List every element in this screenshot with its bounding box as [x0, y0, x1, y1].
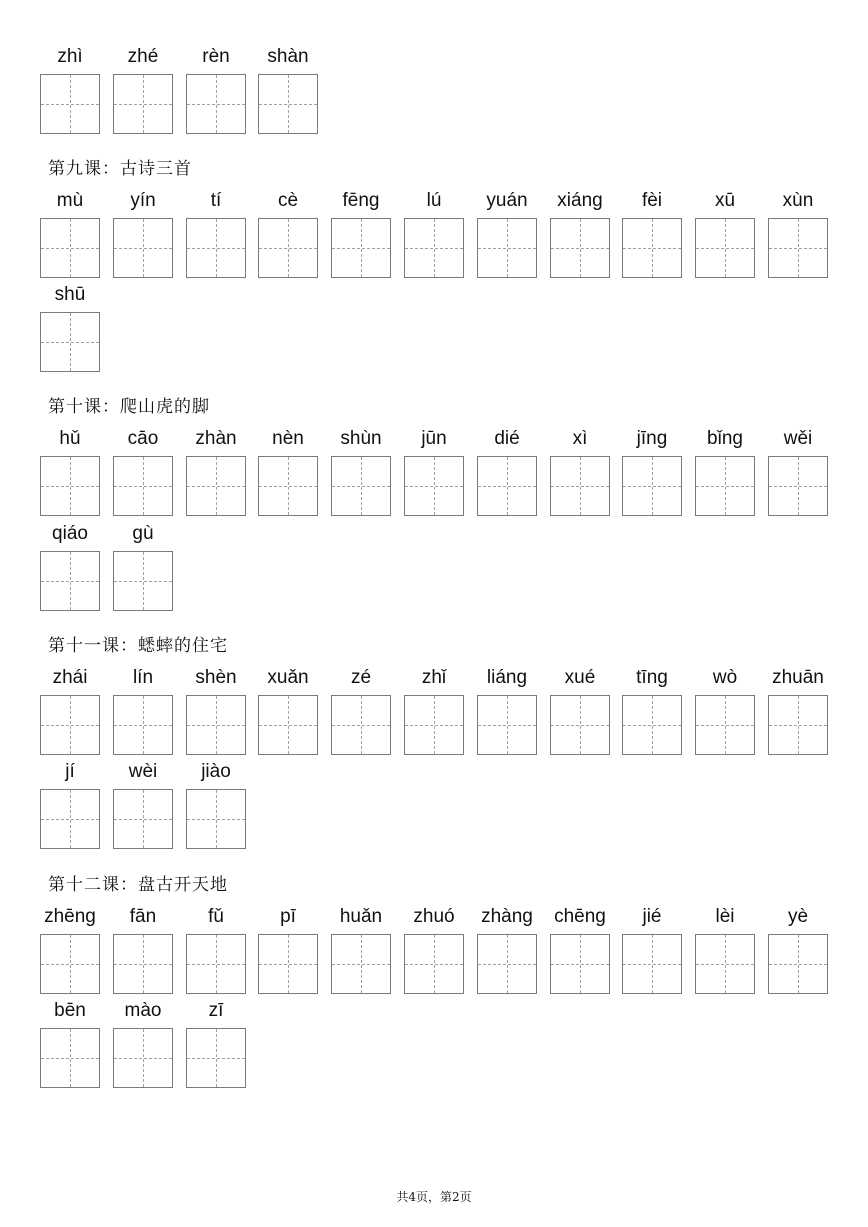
- pinyin-label: lín: [132, 667, 154, 688]
- grid-guide-horizontal: [259, 964, 317, 965]
- grid-guide-horizontal: [478, 486, 536, 487]
- grid-guide-horizontal: [623, 486, 681, 487]
- grid-guide-horizontal: [696, 725, 754, 726]
- character-cell: [404, 665, 464, 755]
- tianzige-writing-box[interactable]: [550, 218, 610, 278]
- character-cell: [40, 44, 100, 134]
- tianzige-writing-box[interactable]: [331, 218, 391, 278]
- character-cell: [113, 665, 173, 755]
- character-cell: [186, 426, 246, 516]
- pinyin-label: zhé: [127, 46, 159, 67]
- character-cell: [113, 759, 173, 849]
- character-row: [40, 44, 840, 134]
- character-cell: [113, 188, 173, 278]
- grid-guide-horizontal: [187, 964, 245, 965]
- tianzige-writing-box[interactable]: [186, 456, 246, 516]
- character-cell: [40, 665, 100, 755]
- tianzige-writing-box[interactable]: [695, 695, 755, 755]
- character-row: [40, 188, 840, 278]
- pinyin-label: hǔ: [59, 428, 81, 449]
- character-cell: [113, 904, 173, 994]
- tianzige-writing-box[interactable]: [186, 934, 246, 994]
- character-cell: [113, 44, 173, 134]
- character-cell: [622, 904, 682, 994]
- grid-guide-horizontal: [551, 486, 609, 487]
- tianzige-writing-box[interactable]: [113, 695, 173, 755]
- character-cell: [258, 426, 318, 516]
- character-cell: [113, 521, 173, 611]
- character-row: [40, 759, 840, 849]
- pinyin-label: fān: [129, 906, 157, 927]
- grid-guide-horizontal: [332, 725, 390, 726]
- character-cell: [695, 188, 755, 278]
- grid-guide-horizontal: [41, 819, 99, 820]
- tianzige-writing-box[interactable]: [331, 456, 391, 516]
- tianzige-writing-box[interactable]: [258, 695, 318, 755]
- tianzige-writing-box[interactable]: [40, 551, 100, 611]
- tianzige-writing-box[interactable]: [331, 695, 391, 755]
- character-cell: [622, 665, 682, 755]
- tianzige-writing-box[interactable]: [550, 695, 610, 755]
- character-cell: [113, 998, 173, 1088]
- character-cell: [768, 188, 828, 278]
- character-cell: [550, 665, 610, 755]
- tianzige-writing-box[interactable]: [768, 456, 828, 516]
- tianzige-writing-box[interactable]: [404, 456, 464, 516]
- character-cell: [477, 188, 537, 278]
- pinyin-label: pī: [280, 906, 296, 927]
- character-cell: [331, 426, 391, 516]
- grid-guide-horizontal: [41, 964, 99, 965]
- pinyin-label: lèi: [715, 906, 735, 927]
- pinyin-label: xùn: [782, 190, 814, 211]
- tianzige-writing-box[interactable]: [258, 218, 318, 278]
- grid-guide-horizontal: [259, 486, 317, 487]
- tianzige-writing-box[interactable]: [695, 218, 755, 278]
- pinyin-label: zhì: [57, 46, 83, 67]
- character-row: [40, 521, 840, 611]
- tianzige-writing-box[interactable]: [113, 789, 173, 849]
- pinyin-label: fǔ: [208, 906, 224, 927]
- pinyin-label: zī: [208, 1000, 224, 1021]
- lesson-title: 第十二课：盘古开天地: [48, 875, 228, 895]
- grid-guide-horizontal: [405, 486, 463, 487]
- grid-guide-horizontal: [405, 725, 463, 726]
- tianzige-writing-box[interactable]: [186, 695, 246, 755]
- character-cell: [695, 426, 755, 516]
- character-cell: [331, 665, 391, 755]
- grid-guide-horizontal: [405, 964, 463, 965]
- tianzige-writing-box[interactable]: [186, 74, 246, 134]
- tianzige-writing-box[interactable]: [113, 551, 173, 611]
- tianzige-writing-box[interactable]: [404, 218, 464, 278]
- tianzige-writing-box[interactable]: [186, 218, 246, 278]
- character-cell: [768, 904, 828, 994]
- pinyin-label: jūn: [421, 428, 447, 449]
- pinyin-label: zhuó: [413, 906, 455, 927]
- pinyin-label: cè: [277, 190, 299, 211]
- tianzige-writing-box[interactable]: [40, 218, 100, 278]
- grid-guide-horizontal: [696, 248, 754, 249]
- tianzige-writing-box[interactable]: [186, 789, 246, 849]
- pinyin-label: xì: [572, 428, 588, 449]
- character-cell: [186, 665, 246, 755]
- tianzige-writing-box[interactable]: [331, 934, 391, 994]
- tianzige-writing-box[interactable]: [40, 934, 100, 994]
- tianzige-writing-box[interactable]: [404, 934, 464, 994]
- pinyin-label: shèn: [195, 667, 237, 688]
- grid-guide-horizontal: [405, 248, 463, 249]
- tianzige-writing-box[interactable]: [258, 456, 318, 516]
- grid-guide-horizontal: [332, 248, 390, 249]
- grid-guide-horizontal: [114, 819, 172, 820]
- character-cell: [404, 188, 464, 278]
- tianzige-writing-box[interactable]: [550, 934, 610, 994]
- grid-guide-horizontal: [259, 104, 317, 105]
- character-cell: [331, 904, 391, 994]
- grid-guide-horizontal: [259, 248, 317, 249]
- character-row: [40, 998, 840, 1088]
- grid-guide-horizontal: [114, 964, 172, 965]
- character-cell: [186, 998, 246, 1088]
- tianzige-writing-box[interactable]: [40, 695, 100, 755]
- pinyin-label: yín: [130, 190, 156, 211]
- grid-guide-horizontal: [769, 725, 827, 726]
- pinyin-label: tí: [210, 190, 222, 211]
- character-cell: [258, 44, 318, 134]
- pinyin-label: bǐng: [707, 428, 743, 449]
- pinyin-label: mù: [56, 190, 84, 211]
- grid-guide-horizontal: [41, 342, 99, 343]
- tianzige-writing-box[interactable]: [695, 456, 755, 516]
- grid-guide-horizontal: [114, 1058, 172, 1059]
- character-cell: [477, 426, 537, 516]
- character-cell: [768, 665, 828, 755]
- tianzige-writing-box[interactable]: [622, 695, 682, 755]
- tianzige-writing-box[interactable]: [477, 218, 537, 278]
- pinyin-label: wèi: [128, 761, 158, 782]
- grid-guide-horizontal: [769, 248, 827, 249]
- tianzige-writing-box[interactable]: [258, 934, 318, 994]
- grid-guide-horizontal: [623, 725, 681, 726]
- character-row: [40, 904, 840, 994]
- character-cell: [550, 904, 610, 994]
- grid-guide-horizontal: [114, 104, 172, 105]
- character-cell: [404, 904, 464, 994]
- tianzige-writing-box[interactable]: [550, 456, 610, 516]
- pinyin-label: zhái: [52, 667, 88, 688]
- grid-guide-horizontal: [332, 964, 390, 965]
- character-row: [40, 282, 840, 372]
- grid-guide-horizontal: [478, 964, 536, 965]
- character-cell: [258, 904, 318, 994]
- pinyin-label: chēng: [554, 906, 606, 927]
- tianzige-writing-box[interactable]: [477, 934, 537, 994]
- grid-guide-horizontal: [478, 725, 536, 726]
- tianzige-writing-box[interactable]: [404, 695, 464, 755]
- tianzige-writing-box[interactable]: [113, 934, 173, 994]
- character-cell: [40, 521, 100, 611]
- pinyin-label: zhàn: [195, 428, 237, 449]
- tianzige-writing-box[interactable]: [477, 456, 537, 516]
- grid-guide-horizontal: [114, 725, 172, 726]
- character-row: [40, 665, 840, 755]
- pinyin-label: jí: [65, 761, 75, 782]
- grid-guide-horizontal: [187, 819, 245, 820]
- character-cell: [622, 188, 682, 278]
- pinyin-label: liáng: [486, 667, 528, 688]
- grid-guide-horizontal: [259, 725, 317, 726]
- character-cell: [186, 904, 246, 994]
- character-cell: [186, 188, 246, 278]
- lesson-title: 第十一课：蟋蟀的住宅: [48, 636, 228, 656]
- character-cell: [186, 759, 246, 849]
- pinyin-label: xué: [564, 667, 596, 688]
- character-cell: [768, 426, 828, 516]
- pinyin-label: xū: [714, 190, 736, 211]
- character-cell: [40, 282, 100, 372]
- character-cell: [258, 188, 318, 278]
- character-cell: [477, 665, 537, 755]
- grid-guide-horizontal: [623, 964, 681, 965]
- grid-guide-horizontal: [187, 248, 245, 249]
- pinyin-label: jiào: [201, 761, 231, 782]
- grid-guide-horizontal: [41, 104, 99, 105]
- grid-guide-horizontal: [114, 486, 172, 487]
- character-cell: [622, 426, 682, 516]
- pinyin-label: dié: [494, 428, 520, 449]
- character-cell: [40, 188, 100, 278]
- tianzige-writing-box[interactable]: [768, 695, 828, 755]
- grid-guide-horizontal: [187, 486, 245, 487]
- tianzige-writing-box[interactable]: [113, 74, 173, 134]
- pinyin-label: lú: [426, 190, 442, 211]
- grid-guide-horizontal: [187, 104, 245, 105]
- tianzige-writing-box[interactable]: [477, 695, 537, 755]
- character-cell: [40, 998, 100, 1088]
- character-cell: [331, 188, 391, 278]
- character-cell: [477, 904, 537, 994]
- pinyin-label: zhǐ: [421, 667, 447, 688]
- character-cell: [40, 904, 100, 994]
- tianzige-writing-box[interactable]: [768, 934, 828, 994]
- character-cell: [695, 665, 755, 755]
- grid-guide-horizontal: [114, 248, 172, 249]
- pinyin-label: xiáng: [557, 190, 603, 211]
- tianzige-writing-box[interactable]: [113, 456, 173, 516]
- grid-guide-horizontal: [332, 486, 390, 487]
- pinyin-label: mào: [124, 1000, 162, 1021]
- tianzige-writing-box[interactable]: [113, 1028, 173, 1088]
- character-cell: [40, 759, 100, 849]
- pinyin-label: nèn: [272, 428, 304, 449]
- grid-guide-horizontal: [187, 1058, 245, 1059]
- grid-guide-horizontal: [623, 248, 681, 249]
- page-footer: 共4页，第2页: [396, 1190, 472, 1204]
- grid-guide-horizontal: [769, 964, 827, 965]
- tianzige-writing-box[interactable]: [40, 789, 100, 849]
- grid-guide-horizontal: [696, 964, 754, 965]
- pinyin-label: jīng: [636, 428, 668, 449]
- grid-guide-horizontal: [114, 581, 172, 582]
- character-cell: [550, 426, 610, 516]
- pinyin-label: cāo: [127, 428, 159, 449]
- lesson-title: 第九课：古诗三首: [48, 159, 192, 179]
- pinyin-label: zé: [350, 667, 372, 688]
- pinyin-label: fèi: [641, 190, 663, 211]
- character-cell: [404, 426, 464, 516]
- pinyin-label: xuǎn: [267, 667, 309, 688]
- pinyin-label: bēn: [54, 1000, 86, 1021]
- tianzige-writing-box[interactable]: [40, 456, 100, 516]
- grid-guide-horizontal: [41, 581, 99, 582]
- character-row: [40, 426, 840, 516]
- tianzige-writing-box[interactable]: [113, 218, 173, 278]
- tianzige-writing-box[interactable]: [258, 74, 318, 134]
- pinyin-label: gù: [132, 523, 154, 544]
- grid-guide-horizontal: [551, 248, 609, 249]
- tianzige-writing-box[interactable]: [768, 218, 828, 278]
- pinyin-label: yuán: [486, 190, 528, 211]
- tianzige-writing-box[interactable]: [622, 456, 682, 516]
- tianzige-writing-box[interactable]: [622, 218, 682, 278]
- grid-guide-horizontal: [41, 725, 99, 726]
- character-cell: [113, 426, 173, 516]
- pinyin-label: jié: [642, 906, 662, 927]
- tianzige-writing-box[interactable]: [40, 1028, 100, 1088]
- grid-guide-horizontal: [478, 248, 536, 249]
- pinyin-label: yè: [787, 906, 809, 927]
- pinyin-label: tīng: [636, 667, 668, 688]
- character-cell: [550, 188, 610, 278]
- pinyin-label: rèn: [202, 46, 230, 67]
- lesson-title: 第十课：爬山虎的脚: [48, 397, 210, 417]
- tianzige-writing-box[interactable]: [695, 934, 755, 994]
- grid-guide-horizontal: [696, 486, 754, 487]
- pinyin-label: shàn: [267, 46, 309, 67]
- grid-guide-horizontal: [41, 486, 99, 487]
- grid-guide-horizontal: [551, 725, 609, 726]
- grid-guide-horizontal: [551, 964, 609, 965]
- pinyin-label: wò: [712, 667, 738, 688]
- grid-guide-horizontal: [41, 248, 99, 249]
- character-cell: [40, 426, 100, 516]
- grid-guide-horizontal: [187, 725, 245, 726]
- pinyin-label: wěi: [783, 428, 813, 449]
- character-cell: [186, 44, 246, 134]
- pinyin-label: qiáo: [52, 523, 88, 544]
- tianzige-writing-box[interactable]: [40, 74, 100, 134]
- pinyin-label: shùn: [340, 428, 382, 449]
- pinyin-label: zhēng: [44, 906, 96, 927]
- grid-guide-horizontal: [769, 486, 827, 487]
- grid-guide-horizontal: [41, 1058, 99, 1059]
- tianzige-writing-box[interactable]: [622, 934, 682, 994]
- pinyin-label: huǎn: [339, 906, 383, 927]
- pinyin-label: shū: [54, 284, 86, 305]
- character-cell: [258, 665, 318, 755]
- character-cell: [695, 904, 755, 994]
- tianzige-writing-box[interactable]: [40, 312, 100, 372]
- pinyin-label: zhuān: [772, 667, 824, 688]
- tianzige-writing-box[interactable]: [186, 1028, 246, 1088]
- pinyin-label: fēng: [342, 190, 380, 211]
- pinyin-label: zhàng: [481, 906, 533, 927]
